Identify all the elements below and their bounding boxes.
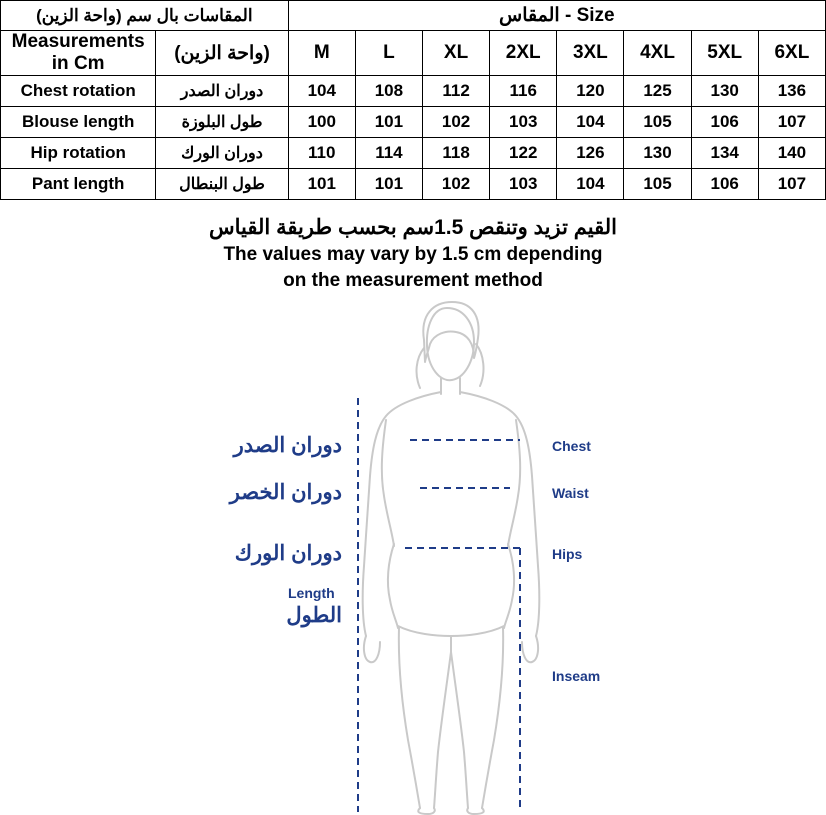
header-measurements-ar: المقاسات بال سم (واحة الزين): [1, 1, 289, 31]
note-arabic: القيم تزيد وتنقص 1.5سم بحسب طريقة القياس: [209, 216, 617, 239]
size-col-5xl: 5XL: [691, 31, 758, 76]
cell-value: 110: [288, 138, 355, 169]
table-row: [1, 138, 826, 169]
cell-value: 104: [288, 76, 355, 107]
cell-value: 130: [691, 76, 758, 107]
size-col-2xl: 2XL: [490, 31, 557, 76]
label-chest-ar: دوران الصدر: [233, 433, 342, 457]
female-body-outline: [363, 302, 540, 814]
cell-value: 101: [355, 169, 422, 200]
row-label-en: Chest rotation: [1, 76, 156, 107]
cell-value: 118: [422, 138, 489, 169]
table-row: [1, 76, 826, 107]
label-waist-en: Waist: [552, 484, 589, 501]
table-row: [1, 169, 826, 200]
cell-value: 103: [490, 107, 557, 138]
cell-value: 107: [758, 107, 825, 138]
cell-value: 106: [691, 169, 758, 200]
size-col-4xl: 4XL: [624, 31, 691, 76]
header-measurements-en: Measurements in Cm: [1, 31, 156, 76]
cell-value: 106: [691, 107, 758, 138]
row-label-ar: دوران الورك: [156, 138, 288, 169]
size-col-3xl: 3XL: [557, 31, 624, 76]
size-col-l: L: [355, 31, 422, 76]
cell-value: 103: [490, 169, 557, 200]
cell-value: 120: [557, 76, 624, 107]
label-waist-ar: دوران الخصر: [229, 480, 342, 504]
cell-value: 130: [624, 138, 691, 169]
cell-value: 114: [355, 138, 422, 169]
label-length-en: Length: [288, 584, 335, 601]
cell-value: 134: [691, 138, 758, 169]
cell-value: 104: [557, 107, 624, 138]
cell-value: 105: [624, 107, 691, 138]
cell-value: 104: [557, 169, 624, 200]
measurement-note: [0, 214, 826, 294]
size-col-m: M: [288, 31, 355, 76]
cell-value: 101: [288, 169, 355, 200]
label-inseam-en: Inseam: [552, 667, 601, 684]
cell-value: 108: [355, 76, 422, 107]
cell-value: 102: [422, 169, 489, 200]
note-english-line1: The values may vary by 1.5 cm depending: [223, 244, 603, 266]
label-length-ar: الطول: [286, 603, 342, 627]
cell-value: 107: [758, 169, 825, 200]
header-size-title: المقاس - Size: [288, 1, 825, 31]
body-measurement-diagram: [0, 300, 826, 815]
size-chart-table: [0, 0, 826, 200]
label-chest-en: Chest: [552, 437, 591, 454]
cell-value: 102: [422, 107, 489, 138]
cell-value: 125: [624, 76, 691, 107]
table-row: [1, 107, 826, 138]
cell-value: 122: [490, 138, 557, 169]
row-label-ar: طول البلوزة: [156, 107, 288, 138]
row-label-en: Hip rotation: [1, 138, 156, 169]
label-hip-ar: دوران الورك: [234, 541, 342, 565]
size-col-xl: XL: [422, 31, 489, 76]
table-header-top: [1, 1, 826, 31]
row-label-ar: دوران الصدر: [156, 76, 288, 107]
cell-value: 105: [624, 169, 691, 200]
cell-value: 140: [758, 138, 825, 169]
cell-value: 126: [557, 138, 624, 169]
cell-value: 136: [758, 76, 825, 107]
row-label-ar: طول البنطال: [156, 169, 288, 200]
cell-value: 112: [422, 76, 489, 107]
label-hips-en: Hips: [552, 545, 583, 562]
cell-value: 116: [490, 76, 557, 107]
note-english-line2: on the measurement method: [283, 269, 543, 291]
table-header-sizes: [1, 31, 826, 76]
row-label-en: Blouse length: [1, 107, 156, 138]
header-brand-ar: (واحة الزين): [156, 31, 288, 76]
size-col-6xl: 6XL: [758, 31, 825, 76]
row-label-en: Pant length: [1, 169, 156, 200]
figure-svg: [0, 300, 826, 815]
cell-value: 101: [355, 107, 422, 138]
cell-value: 100: [288, 107, 355, 138]
